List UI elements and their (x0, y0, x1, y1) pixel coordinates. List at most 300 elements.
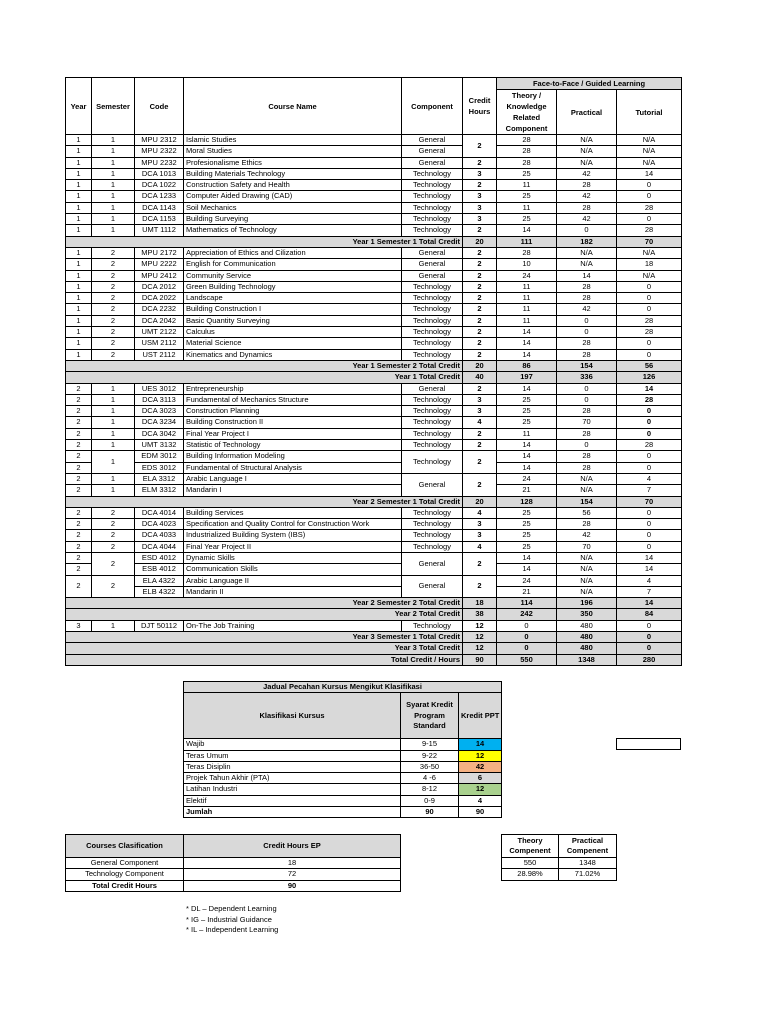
component-cell: Technology (402, 507, 463, 518)
total-practical: 1348 (557, 654, 617, 665)
theory-cell: 14 (497, 564, 557, 575)
theory-cell: 28 (497, 135, 557, 146)
year-cell: 2 (66, 564, 92, 575)
total-label: Year 1 Total Credit (66, 372, 463, 383)
theory-cell: 21 (497, 586, 557, 597)
course-row (66, 552, 682, 563)
practical-cell: N/A (557, 135, 617, 146)
credit-cell: 2 (463, 157, 497, 168)
practical-cell: 28 (557, 406, 617, 417)
code-cell: DCA 1013 (135, 168, 184, 179)
course-row (66, 485, 682, 496)
semester-cell: 1 (92, 620, 135, 631)
klasifikasi-name: Projek Tahun Akhir (PTA) (184, 773, 401, 784)
course-name-cell: Building Surveying (184, 214, 402, 225)
code-cell: ELM 3312 (135, 485, 184, 496)
course-name-cell: Building Construction II (184, 417, 402, 428)
tutorial-cell: 0 (617, 428, 682, 439)
code-cell: ELA 4322 (135, 575, 184, 586)
theory-cell: 14 (497, 440, 557, 451)
total-credit: 20 (463, 360, 497, 371)
courses-classification-table (65, 834, 401, 892)
tutorial-cell: 0 (617, 462, 682, 473)
semester-cell: 2 (92, 293, 135, 304)
total-credit: 40 (463, 372, 497, 383)
code-cell: DCA 4014 (135, 507, 184, 518)
semester-cell: 1 (92, 428, 135, 439)
practical-cell: 70 (557, 417, 617, 428)
total-tutorial: 14 (617, 598, 682, 609)
klasifikasi-range: 4 -6 (401, 773, 459, 784)
theory-cell: 14 (497, 349, 557, 360)
theory-cell: 28 (497, 247, 557, 258)
component-cell: Technology (402, 519, 463, 530)
year-cell: 2 (66, 541, 92, 552)
note-ig: * IG – Industrial Guidance (186, 914, 272, 924)
tutorial-cell: 0 (617, 180, 682, 191)
course-structure-table (65, 77, 682, 666)
courses-header-class: Courses Clasification (66, 835, 184, 858)
code-cell: DCA 2042 (135, 315, 184, 326)
theory-cell: 14 (497, 462, 557, 473)
practical-cell: 0 (557, 440, 617, 451)
empty-cell-box (616, 738, 681, 750)
credit-cell: 2 (463, 327, 497, 338)
course-row (66, 327, 682, 338)
tutorial-cell: 28 (617, 202, 682, 213)
course-row (66, 530, 682, 541)
total-theory: 0 (497, 643, 557, 654)
practical-cell: N/A (557, 564, 617, 575)
course-name-cell: Building Services (184, 507, 402, 518)
year-cell: 1 (66, 191, 92, 202)
course-name-cell: Building Information Modeling (184, 451, 402, 462)
component-cell: General (402, 575, 463, 598)
year-cell: 3 (66, 620, 92, 631)
year-cell: 2 (66, 394, 92, 405)
course-row (66, 349, 682, 360)
klasifikasi-total-label: Jumlah (184, 807, 401, 818)
semester-cell: 1 (92, 180, 135, 191)
year-cell: 1 (66, 259, 92, 270)
code-cell: ESD 4012 (135, 552, 184, 563)
theory-cell: 11 (497, 202, 557, 213)
course-row (66, 202, 682, 213)
total-tutorial: 70 (617, 496, 682, 507)
course-name-cell: Basic Quantity Surveying (184, 315, 402, 326)
klasifikasi-credit: 12 (459, 784, 502, 795)
tutorial-cell: 0 (617, 530, 682, 541)
tutorial-cell: 4 (617, 575, 682, 586)
course-row (66, 586, 682, 597)
klasifikasi-header-kredit: Kredit PPT (459, 693, 502, 739)
theory-cell: 25 (497, 507, 557, 518)
code-cell: UES 3012 (135, 383, 184, 394)
year-cell: 1 (66, 281, 92, 292)
theory-cell: 11 (497, 304, 557, 315)
semester-cell: 1 (92, 417, 135, 428)
code-cell: MPU 2232 (135, 157, 184, 168)
tutorial-cell: 7 (617, 485, 682, 496)
practical-cell: N/A (557, 552, 617, 563)
code-cell: DCA 4023 (135, 519, 184, 530)
course-row (66, 462, 682, 473)
total-row (66, 360, 682, 371)
practical-cell: 42 (557, 191, 617, 202)
tutorial-cell: 0 (617, 620, 682, 631)
semester-cell: 2 (92, 327, 135, 338)
component-cell: Technology (402, 304, 463, 315)
course-name-cell: Landscape (184, 293, 402, 304)
total-row (66, 496, 682, 507)
course-row (66, 575, 682, 586)
course-name-cell: Building Materials Technology (184, 168, 402, 179)
year-cell: 2 (66, 451, 92, 462)
semester-cell: 1 (92, 157, 135, 168)
code-cell: EDM 3012 (135, 451, 184, 462)
course-name-cell: Final Year Project I (184, 428, 402, 439)
theory-cell: 25 (497, 168, 557, 179)
tutorial-cell: N/A (617, 157, 682, 168)
semester-cell: 2 (92, 507, 135, 518)
course-row (66, 383, 682, 394)
course-row (66, 315, 682, 326)
course-name-cell: Mandarin I (184, 485, 402, 496)
theory-cell: 14 (497, 225, 557, 236)
total-theory: 197 (497, 372, 557, 383)
code-cell: DCA 3023 (135, 406, 184, 417)
code-cell: MPU 2412 (135, 270, 184, 281)
component-cell: General (402, 259, 463, 270)
course-row (66, 564, 682, 575)
course-row (66, 214, 682, 225)
courses-technology-value: 72 (184, 869, 401, 880)
credit-cell: 2 (463, 473, 497, 496)
practical-cell: 14 (557, 270, 617, 281)
course-name-cell: Mathematics of Technology (184, 225, 402, 236)
klasifikasi-row (184, 761, 502, 772)
course-name-cell: Dynamic Skills (184, 552, 402, 563)
credit-cell: 3 (463, 214, 497, 225)
tutorial-cell: 7 (617, 586, 682, 597)
course-name-cell: Green Building Technology (184, 281, 402, 292)
klasifikasi-credit: 4 (459, 795, 502, 806)
theory-cell: 11 (497, 180, 557, 191)
course-name-cell: Industrialized Building System (IBS) (184, 530, 402, 541)
total-tutorial: 0 (617, 643, 682, 654)
practical-cell: 28 (557, 180, 617, 191)
code-cell: EDS 3012 (135, 462, 184, 473)
total-theory: 0 (497, 632, 557, 643)
credit-cell: 2 (463, 575, 497, 598)
course-name-cell: Kinematics and Dynamics (184, 349, 402, 360)
tutorial-cell: 18 (617, 259, 682, 270)
total-tutorial: 280 (617, 654, 682, 665)
tutorial-cell: 14 (617, 168, 682, 179)
semester-cell: 2 (92, 304, 135, 315)
total-tutorial: 70 (617, 236, 682, 247)
total-theory: 114 (497, 598, 557, 609)
tutorial-cell: N/A (617, 146, 682, 157)
header-semester: Semester (92, 78, 135, 135)
course-row (66, 428, 682, 439)
credit-cell: 2 (463, 180, 497, 191)
component-cell: Technology (402, 214, 463, 225)
total-practical: 336 (557, 372, 617, 383)
credit-cell: 2 (463, 247, 497, 258)
code-cell: MPU 2312 (135, 135, 184, 146)
course-row (66, 394, 682, 405)
code-cell: DCA 4033 (135, 530, 184, 541)
course-name-cell: Communication Skills (184, 564, 402, 575)
credit-cell: 4 (463, 417, 497, 428)
total-credit: 38 (463, 609, 497, 620)
semester-cell: 2 (92, 349, 135, 360)
header-practical: Practical (557, 90, 617, 135)
course-row (66, 406, 682, 417)
practical-cell: N/A (557, 146, 617, 157)
year-cell: 1 (66, 135, 92, 146)
total-label: Year 2 Semester 2 Total Credit (66, 598, 463, 609)
component-cell: Technology (402, 620, 463, 631)
tutorial-cell: 0 (617, 451, 682, 462)
klasifikasi-name: Teras Disiplin (184, 761, 401, 772)
credit-cell: 3 (463, 519, 497, 530)
theory-cell: 21 (497, 485, 557, 496)
klasifikasi-name: Wajib (184, 739, 401, 750)
klasifikasi-row (184, 739, 502, 750)
courses-general-value: 18 (184, 858, 401, 869)
tutorial-cell: 14 (617, 383, 682, 394)
theory-cell: 24 (497, 270, 557, 281)
component-cell: Technology (402, 541, 463, 552)
code-cell: UMT 1112 (135, 225, 184, 236)
credit-cell: 4 (463, 507, 497, 518)
practical-cell: 480 (557, 620, 617, 631)
code-cell: DCA 2012 (135, 281, 184, 292)
practical-cell: 56 (557, 507, 617, 518)
header-credit-hours: Credit Hours (463, 78, 497, 135)
year-cell: 1 (66, 214, 92, 225)
theory-cell: 25 (497, 394, 557, 405)
year-cell: 2 (66, 530, 92, 541)
component-cell: Technology (402, 327, 463, 338)
course-row (66, 135, 682, 146)
tutorial-cell: 0 (617, 191, 682, 202)
component-percentage-table (501, 834, 617, 881)
practical-component-header: Practical Compenent (559, 835, 617, 858)
theory-cell: 28 (497, 157, 557, 168)
klasifikasi-row (184, 784, 502, 795)
course-row (66, 338, 682, 349)
credit-cell: 2 (463, 225, 497, 236)
tutorial-cell: 0 (617, 304, 682, 315)
component-cell: Technology (402, 428, 463, 439)
course-name-cell: Profesionalisme Ethics (184, 157, 402, 168)
total-practical: 480 (557, 643, 617, 654)
credit-cell: 3 (463, 168, 497, 179)
component-cell: Technology (402, 349, 463, 360)
semester-cell: 2 (92, 315, 135, 326)
course-row (66, 519, 682, 530)
klasifikasi-name: Latihan Industri (184, 784, 401, 795)
courses-total-label: Total Credit Hours (66, 880, 184, 891)
year-cell: 1 (66, 315, 92, 326)
credit-cell: 2 (463, 451, 497, 474)
total-theory: 242 (497, 609, 557, 620)
year-cell: 1 (66, 168, 92, 179)
course-name-cell: Mandarin II (184, 586, 402, 597)
theory-cell: 14 (497, 327, 557, 338)
semester-cell: 1 (92, 225, 135, 236)
theory-cell: 25 (497, 191, 557, 202)
practical-cell: 70 (557, 541, 617, 552)
course-name-cell: Entrepreneurship (184, 383, 402, 394)
course-name-cell: Moral Studies (184, 146, 402, 157)
theory-component-value: 550 (502, 858, 559, 869)
component-cell: Technology (402, 202, 463, 213)
credit-cell: 2 (463, 440, 497, 451)
klasifikasi-credit: 6 (459, 773, 502, 784)
course-name-cell: Fundamental of Structural Analysis (184, 462, 402, 473)
klasifikasi-header-syarat: Syarat Kredit Program Standard (401, 693, 459, 739)
tutorial-cell: 28 (617, 327, 682, 338)
tutorial-cell: 4 (617, 473, 682, 484)
tutorial-cell: 0 (617, 281, 682, 292)
total-credit: 12 (463, 643, 497, 654)
course-name-cell: Final Year Project II (184, 541, 402, 552)
practical-cell: 28 (557, 519, 617, 530)
total-tutorial: 0 (617, 632, 682, 643)
semester-cell: 2 (92, 259, 135, 270)
klasifikasi-range: 36-50 (401, 761, 459, 772)
total-row (66, 609, 682, 620)
semester-cell: 2 (92, 552, 135, 575)
course-name-cell: Appreciation of Ethics and Cilization (184, 247, 402, 258)
total-label: Year 2 Total Credit (66, 609, 463, 620)
semester-cell: 1 (92, 168, 135, 179)
theory-component-header: Theory Compenent (502, 835, 559, 858)
year-cell: 1 (66, 349, 92, 360)
total-credit: 20 (463, 236, 497, 247)
course-name-cell: Building Construction I (184, 304, 402, 315)
year-cell: 1 (66, 180, 92, 191)
course-row (66, 293, 682, 304)
component-cell: Technology (402, 451, 463, 474)
course-row (66, 157, 682, 168)
course-row (66, 440, 682, 451)
year-cell: 2 (66, 575, 92, 598)
course-name-cell: English for Communication (184, 259, 402, 270)
code-cell: UST 2112 (135, 349, 184, 360)
theory-cell: 11 (497, 315, 557, 326)
credit-cell: 4 (463, 541, 497, 552)
practical-cell: N/A (557, 586, 617, 597)
total-credit: 90 (463, 654, 497, 665)
year-cell: 2 (66, 519, 92, 530)
total-label: Year 3 Semester 1 Total Credit (66, 632, 463, 643)
code-cell: DCA 1153 (135, 214, 184, 225)
credit-cell: 12 (463, 620, 497, 631)
year-cell: 1 (66, 293, 92, 304)
practical-cell: 28 (557, 202, 617, 213)
theory-cell: 14 (497, 383, 557, 394)
credit-cell: 3 (463, 394, 497, 405)
klasifikasi-row (184, 750, 502, 761)
semester-cell: 2 (92, 530, 135, 541)
tutorial-cell: 0 (617, 519, 682, 530)
course-name-cell: Soil Mechanics (184, 202, 402, 213)
klasifikasi-row (184, 795, 502, 806)
practical-cell: 28 (557, 428, 617, 439)
tutorial-cell: 28 (617, 440, 682, 451)
course-name-cell: Construction Planning (184, 406, 402, 417)
klasifikasi-name: Elektif (184, 795, 401, 806)
code-cell: MPU 2172 (135, 247, 184, 258)
course-name-cell: Material Science (184, 338, 402, 349)
tutorial-cell: 0 (617, 214, 682, 225)
semester-cell: 1 (92, 383, 135, 394)
credit-cell: 2 (463, 552, 497, 575)
code-cell: DCA 3113 (135, 394, 184, 405)
theory-cell: 14 (497, 338, 557, 349)
practical-cell: 0 (557, 225, 617, 236)
theory-cell: 24 (497, 575, 557, 586)
code-cell: USM 2112 (135, 338, 184, 349)
empty-cell (617, 739, 681, 750)
header-code: Code (135, 78, 184, 135)
year-cell: 1 (66, 304, 92, 315)
course-name-cell: Fundamental of Mechanics Structure (184, 394, 402, 405)
theory-cell: 25 (497, 417, 557, 428)
year-cell: 2 (66, 485, 92, 496)
klasifikasi-row (184, 773, 502, 784)
note-il: * IL – Independent Learning (186, 925, 279, 934)
total-row (66, 643, 682, 654)
total-practical: 154 (557, 496, 617, 507)
component-cell: General (402, 157, 463, 168)
component-cell: Technology (402, 315, 463, 326)
year-cell: 2 (66, 473, 92, 484)
component-cell: Technology (402, 225, 463, 236)
klasifikasi-header-class: Klasifikasi Kursus (184, 693, 401, 739)
course-row (66, 180, 682, 191)
total-credit: 12 (463, 632, 497, 643)
practical-cell: 0 (557, 315, 617, 326)
credit-cell: 2 (463, 293, 497, 304)
practical-cell: N/A (557, 575, 617, 586)
course-row (66, 507, 682, 518)
semester-cell: 2 (92, 575, 135, 598)
component-cell: Technology (402, 406, 463, 417)
component-cell: General (402, 473, 463, 496)
component-cell: Technology (402, 281, 463, 292)
practical-cell: 28 (557, 293, 617, 304)
practical-cell: 28 (557, 338, 617, 349)
courses-total-value: 90 (184, 880, 401, 891)
practical-cell: 42 (557, 168, 617, 179)
code-cell: UMT 3132 (135, 440, 184, 451)
klasifikasi-total-range: 90 (401, 807, 459, 818)
courses-general-label: General Component (66, 858, 184, 869)
total-row (66, 236, 682, 247)
course-row (66, 620, 682, 631)
course-name-cell: On-The Job Training (184, 620, 402, 631)
code-cell: DCA 2022 (135, 293, 184, 304)
semester-cell: 2 (92, 270, 135, 281)
course-row (66, 270, 682, 281)
year-cell: 1 (66, 247, 92, 258)
